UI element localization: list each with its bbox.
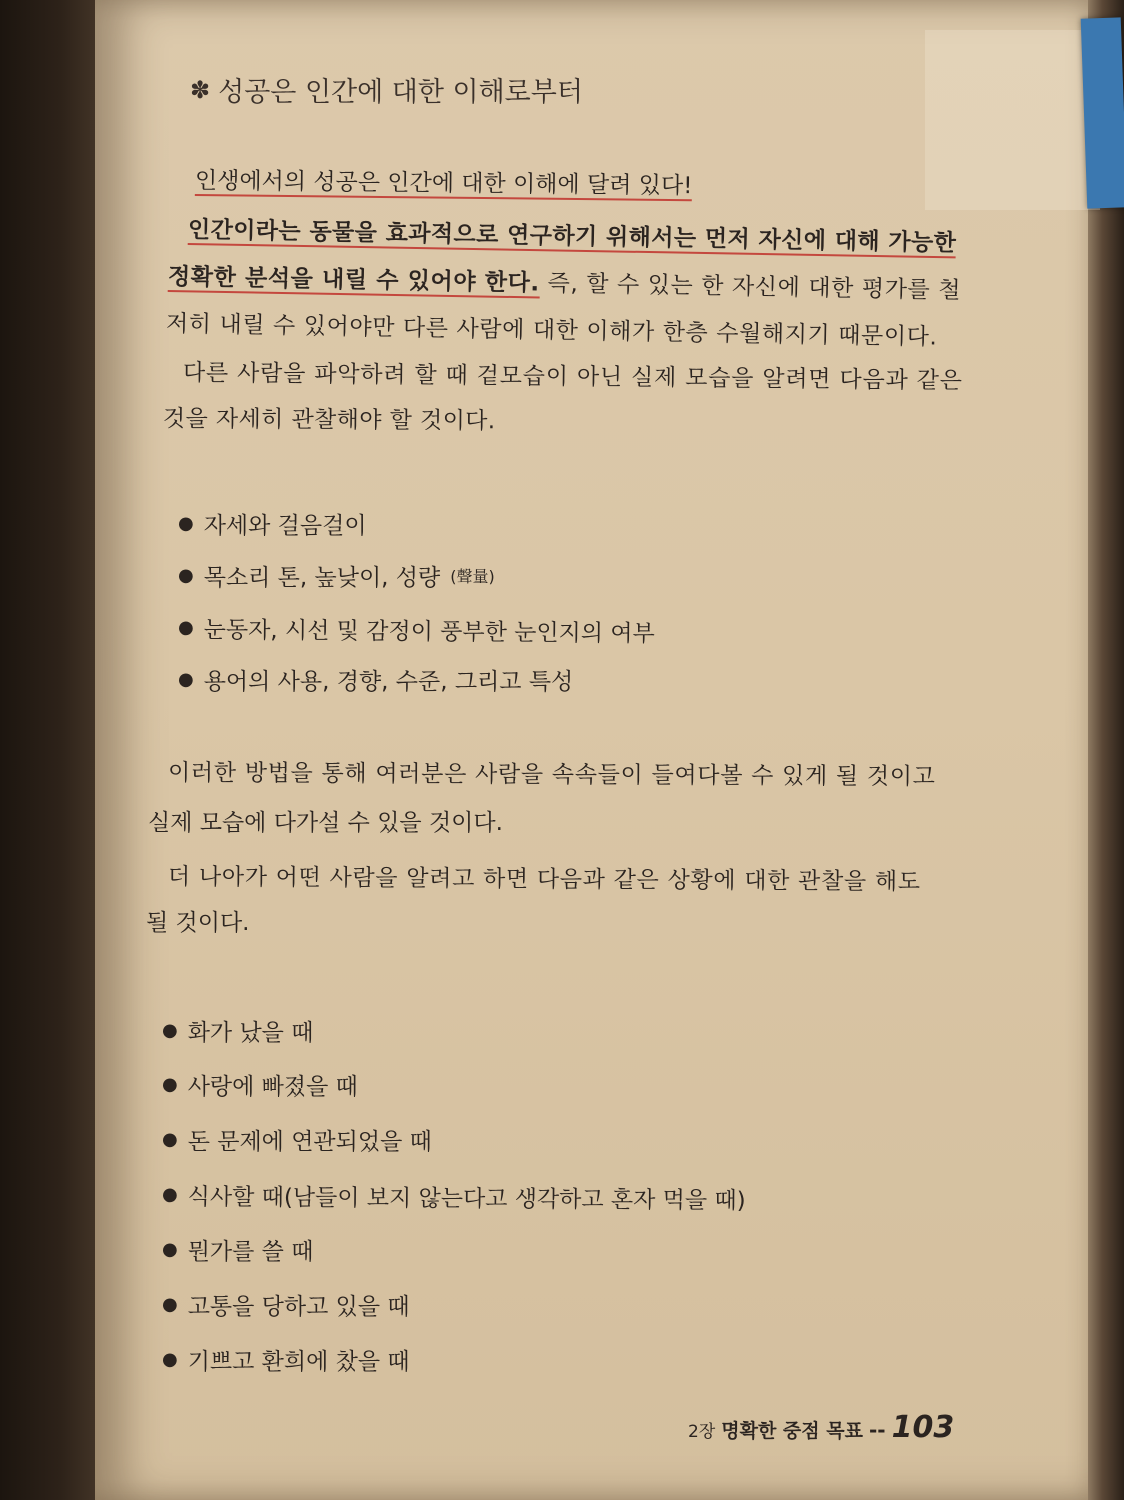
bookmark-tab <box>1081 17 1124 208</box>
bullet-icon: ● <box>162 1074 178 1095</box>
list-item <box>162 1112 746 1167</box>
list-item <box>178 601 655 657</box>
list-item <box>162 1003 746 1057</box>
bullet-icon: ● <box>178 668 194 690</box>
footer-title: 명확한 중점 목표 <box>721 1420 863 1442</box>
bullet-icon: ● <box>178 564 194 586</box>
paragraph-line: 저히 내릴 수 있어야만 다른 사람에 대한 이해가 한층 수월해지기 때문이다. <box>165 311 938 351</box>
paragraph-line: 더 나아가 어떤 사람을 알려고 하면 다음과 같은 상황에 대한 관찰을 해도 <box>167 864 921 896</box>
bullet-icon: ● <box>162 1019 178 1041</box>
list-item-text: 뭔가를 쓸 때 <box>187 1239 314 1265</box>
page-edge <box>1088 0 1124 1500</box>
paragraph-line: 될 것이다. <box>146 910 250 936</box>
bullet-icon: ● <box>177 616 194 638</box>
paragraph-line: 것을 자세히 관찰해야 할 것이다. <box>162 406 496 435</box>
paragraph-text: 즉, 할 수 있는 한 자신에 대한 평가를 철 <box>539 270 962 304</box>
section-heading <box>190 70 583 109</box>
list-item <box>162 1277 746 1332</box>
list-item-text: 자세와 걸음걸이 <box>203 512 367 539</box>
situation-list <box>162 1003 746 1387</box>
underlined-text: 인생에서의 성공은 인간에 대한 이해에 달려 있다! <box>194 168 693 200</box>
list-item-text: 화가 났을 때 <box>187 1019 314 1046</box>
list-item <box>162 1332 746 1387</box>
paragraph-line: 이러한 방법을 통해 여러분은 사람을 속속들이 들여다볼 수 있게 될 것이고 <box>167 760 936 791</box>
bullet-icon: ● <box>162 1294 178 1315</box>
footer-chapter: 2장 <box>688 1422 716 1442</box>
list-item-text: 사랑에 빠졌을 때 <box>187 1074 358 1100</box>
list-item <box>162 1222 746 1277</box>
list-item-text: 기쁘고 환희에 찼을 때 <box>187 1349 410 1375</box>
underlined-text: 정확한 분석을 내릴 수 있어야 한다. <box>167 264 540 297</box>
underlined-text: 인간이라는 동물을 효과적으로 연구하기 위해서는 먼저 자신에 대해 가능한 <box>187 217 957 257</box>
bullet-icon: ● <box>162 1239 178 1260</box>
paragraph-line: 다른 사람을 파악하려 할 때 겉모습이 아닌 실제 모습을 알려면 다음과 같은 <box>182 360 963 395</box>
list-item-text: 식사할 때(남들이 보지 않는다고 생각하고 혼자 먹을 때) <box>187 1184 746 1215</box>
list-item-text: 고통을 당하고 있을 때 <box>187 1294 410 1320</box>
bullet-icon: ● <box>162 1349 178 1370</box>
bullet-icon: ● <box>161 1184 178 1206</box>
paragraph-line: 실제 모습에 다가설 수 있을 것이다. <box>148 810 503 836</box>
list-item <box>162 1057 746 1112</box>
list-item <box>162 1167 746 1226</box>
bullet-icon: ● <box>162 1129 178 1150</box>
bullet-icon: ● <box>178 512 194 534</box>
list-item-text: 용어의 사용, 경향, 수준, 그리고 특성 <box>203 668 574 695</box>
observation-list <box>178 497 655 705</box>
list-item <box>178 653 655 705</box>
flower-ornament-icon: ✽ <box>190 75 211 104</box>
transparent-tape <box>925 30 1100 210</box>
list-item-text: 목소리 톤, 높낮이, 성량 <box>203 564 441 591</box>
footer-dash: -- <box>868 1418 886 1442</box>
section-heading-title: 성공은 인간에 대한 이해로부터 <box>218 77 583 108</box>
hanja-annotation: (聲量) <box>450 566 495 586</box>
list-item-text: 돈 문제에 연관되었을 때 <box>187 1129 432 1155</box>
list-item <box>178 497 655 549</box>
page-footer <box>688 1410 954 1445</box>
paragraph-line <box>195 162 693 200</box>
book-gutter-shadow <box>0 0 110 1500</box>
list-item <box>178 549 655 601</box>
page-number: 103 <box>891 1410 955 1445</box>
list-item-text: 눈동자, 시선 및 감정이 풍부한 눈인지의 여부 <box>203 616 655 647</box>
